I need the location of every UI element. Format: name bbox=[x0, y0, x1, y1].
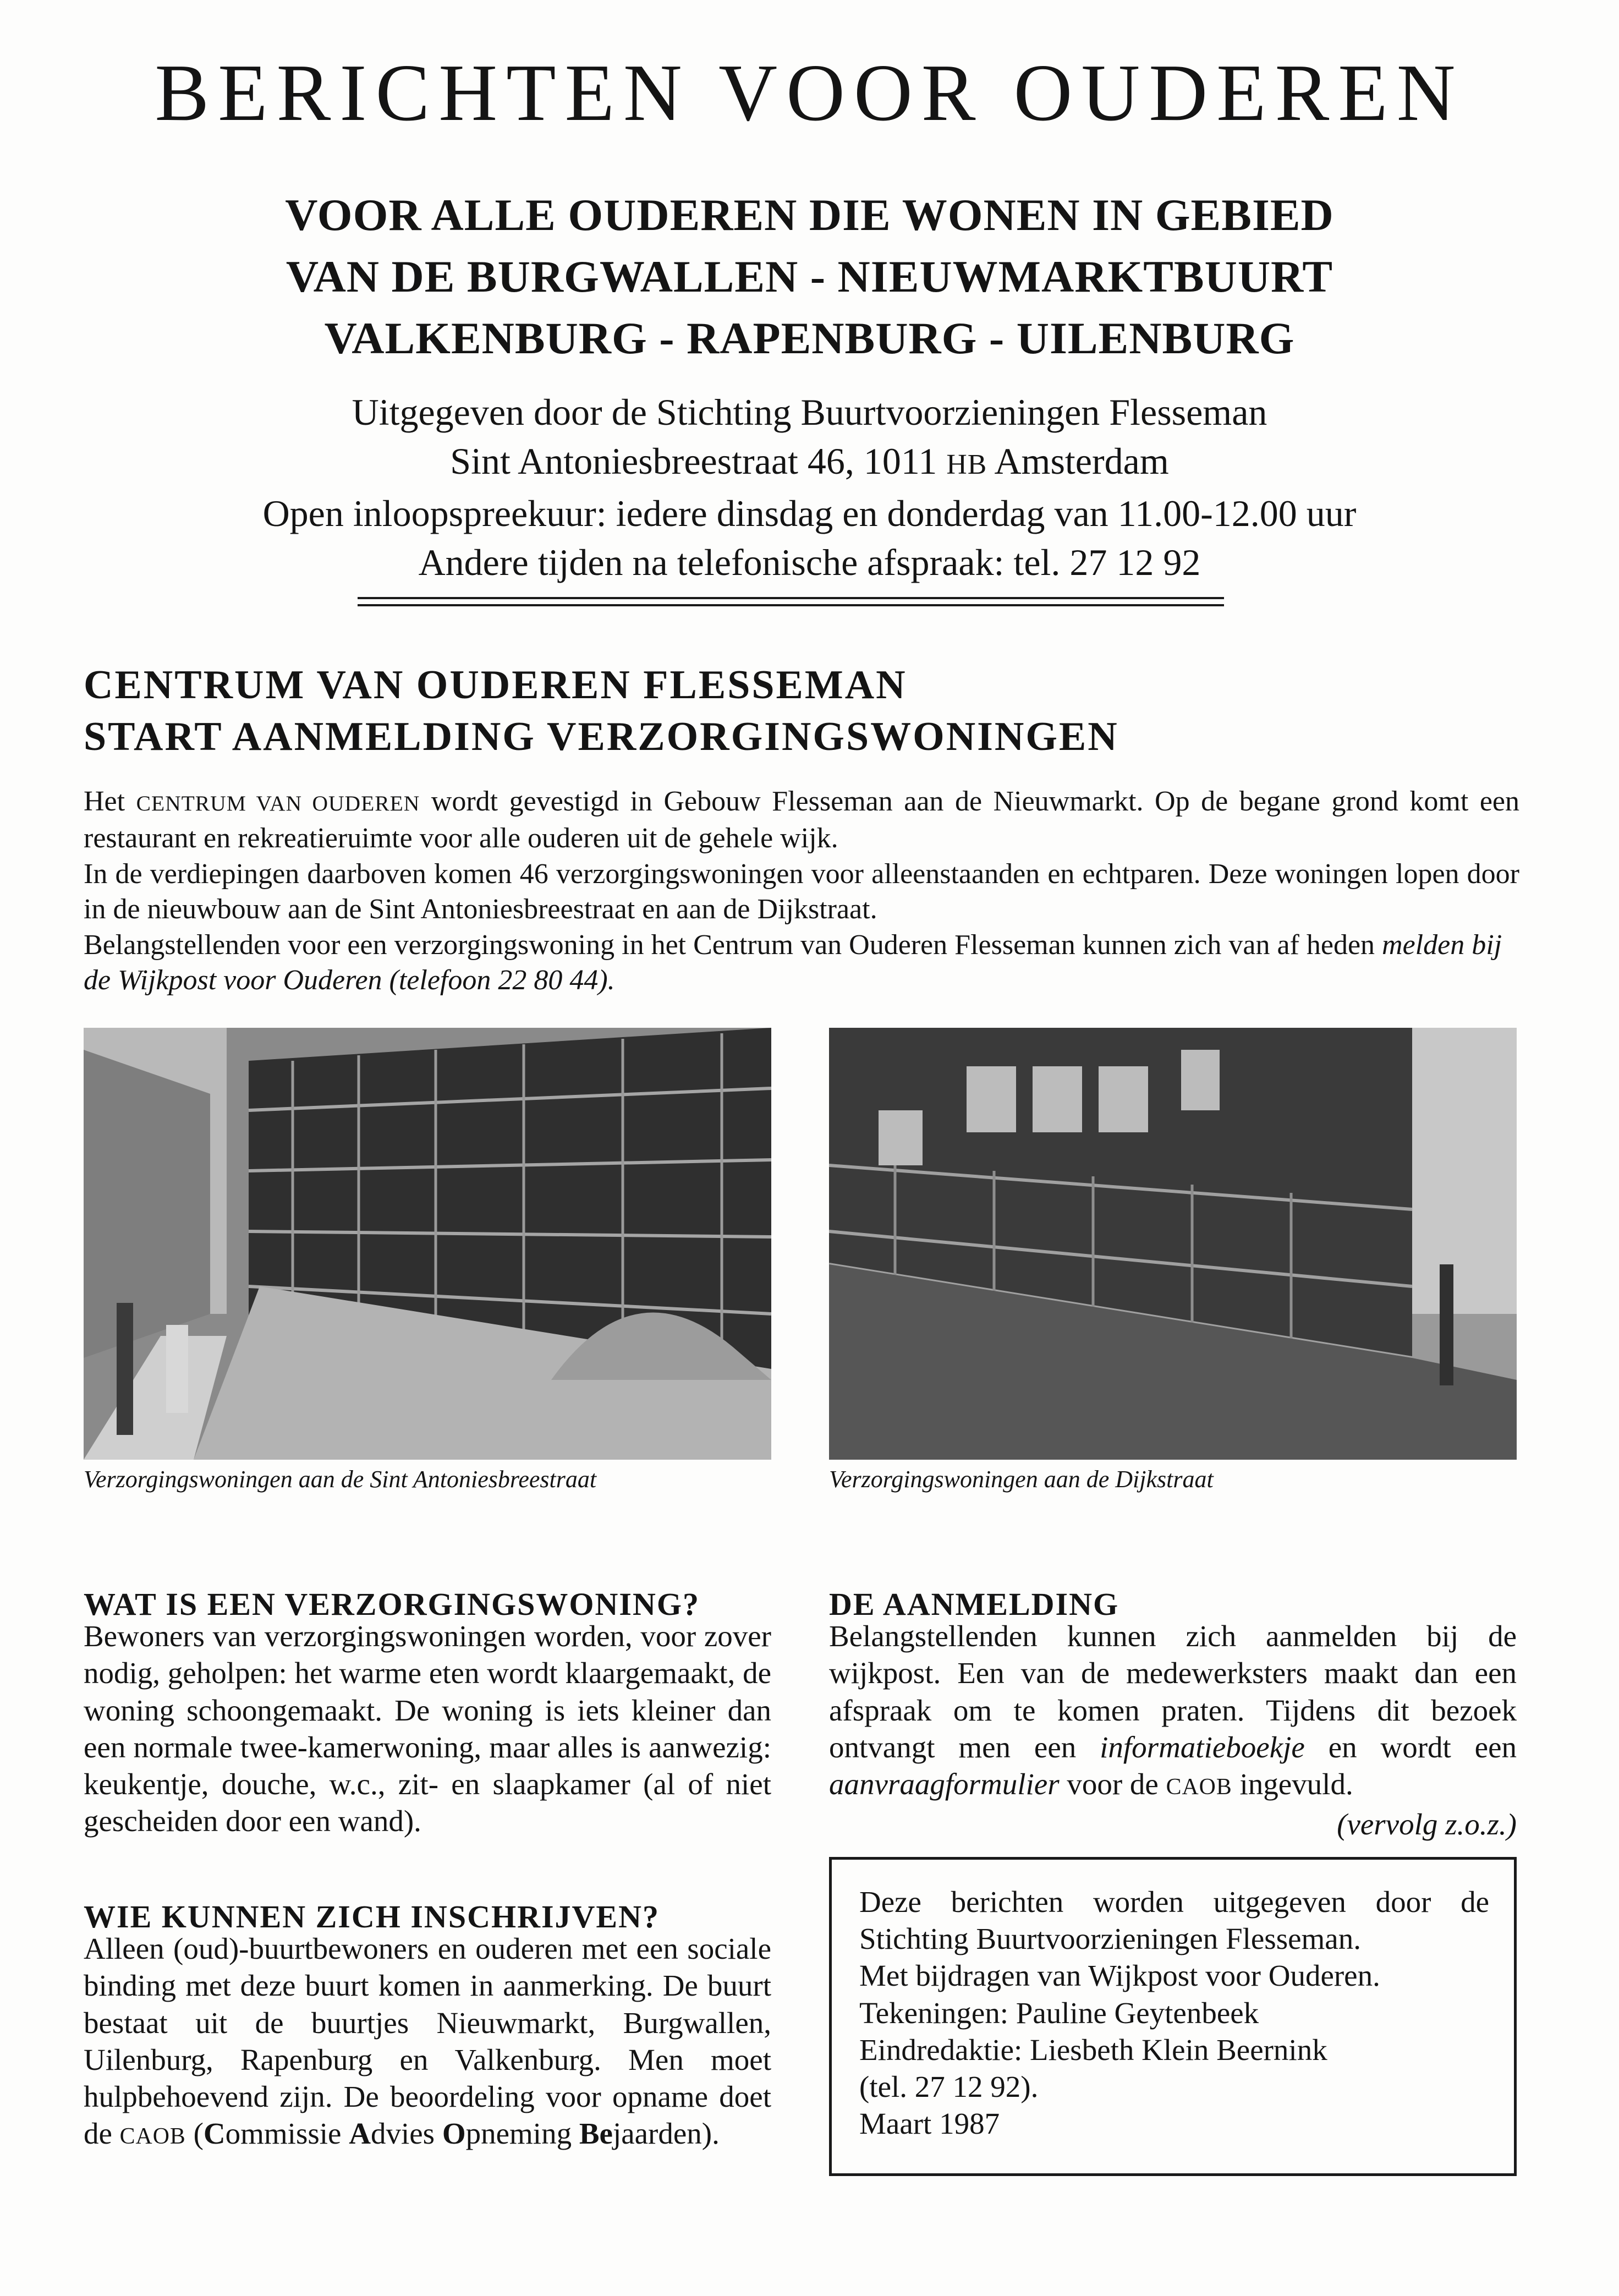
caob-abbrev: CAOB bbox=[119, 2124, 186, 2150]
photo-sint-antoniesbreestraat bbox=[84, 1028, 771, 1460]
photo-caption-right: Verzorgingswoningen aan de Dijkstraat bbox=[829, 1466, 1214, 1493]
who-text: pneming bbox=[465, 2117, 579, 2151]
who-text: Alleen (oud)-buurtbewoners en ouderen met een sociale binding met deze buurt komen in aanmerking. De buurt bestaat uit de buurtjes Nieuwmarkt, Burgwallen, Uilenburg, Rapenburg en Valkenburg. Men moet hulpbehoevend zijn. De beoordeling voor opname doet de bbox=[84, 1932, 771, 2151]
colophon-line-2: Stichting Buurtvoorzieningen Flesseman. bbox=[859, 1922, 1361, 1956]
heading-who-can-register: WIE KUNNEN ZICH INSCHRIJVEN? bbox=[84, 1899, 660, 1935]
appointment-info: Andere tijden na telefonische afspraak: tel. 27 12 92 bbox=[418, 541, 1201, 583]
registration-text: Belangstellenden kunnen zich aanmelden bij de wijkpost. Een van de medewerksters maakt dan een afspraak om te komen praten. Tijdens dit bezoek ontvangt men een bbox=[829, 1619, 1517, 1764]
who-text: ( bbox=[185, 2117, 204, 2151]
continued-note: (vervolg z.o.z.) bbox=[1337, 1807, 1517, 1842]
coverage-area bbox=[0, 184, 1619, 369]
headline-line-2: START AANMELDING VERZORGINGSWONINGEN bbox=[84, 714, 1119, 759]
registration-text: en wordt een bbox=[1304, 1730, 1517, 1764]
who-paragraph bbox=[84, 1930, 771, 2156]
colophon-date: Maart 1987 bbox=[859, 2107, 1000, 2141]
heading-what-is: WAT IS EEN VERZORGINGSWONING? bbox=[84, 1586, 700, 1622]
registration-paragraph bbox=[829, 1618, 1517, 1842]
photo-dijkstraat bbox=[829, 1028, 1517, 1460]
caob-initial-be: Be bbox=[579, 2117, 613, 2151]
registration-text: voor de bbox=[1059, 1767, 1166, 1801]
coverage-line-2: VAN DE BURGWALLEN - NIEUWMARKTBUURT bbox=[286, 251, 1333, 302]
registration-form: aanvraagformulier bbox=[829, 1767, 1060, 1801]
who-text: jaarden). bbox=[612, 2117, 720, 2151]
masthead-title: BERICHTEN VOOR OUDEREN bbox=[155, 48, 1464, 138]
who-text: dvies bbox=[370, 2117, 442, 2151]
intro-text: Belangstellenden voor een verzorgingswoning in het Centrum van Ouderen Flesseman kunnen zich van af heden bbox=[84, 929, 1382, 961]
photo-caption-left: Verzorgingswoningen aan de Sint Antoniesbreestraat bbox=[84, 1466, 597, 1493]
caob-initial-o: O bbox=[442, 2117, 466, 2151]
what-is-paragraph: Bewoners van verzorgingswoningen worden, voor zover nodig, geholpen: het warme eten wordt klaargemaakt, de woning schoongemaakt. De woning is iets kleiner dan een normale twee-kamerwoning, maar alles is aanwezig: keukentje, douche, w.c., zit- en slaapkamer (al of niet gescheiden door een wand). bbox=[84, 1619, 771, 1838]
publisher-info bbox=[0, 388, 1619, 587]
who-text: ommissie bbox=[225, 2117, 349, 2151]
caob-initial-c: C bbox=[203, 2117, 226, 2151]
intro-paragraph-2: In de verdiepingen daarboven komen 46 verzorgingswoningen voor alleenstaanden en echtparen. Deze woningen lopen door in de nieuwbouw aan de Sint Antoniesbreestraat en aan de Dijkstraat. bbox=[84, 858, 1519, 925]
divider-rule-bottom bbox=[358, 604, 1224, 606]
intro-text: wordt gevestigd in Gebouw Flesseman aan de Nieuwmarkt. Op de begane grond komt een restaurant en rekreatieruimte voor alle ouderen uit de gehele wijk. bbox=[84, 786, 1519, 854]
text-who-can-register bbox=[84, 1930, 771, 2156]
article-intro bbox=[84, 784, 1519, 998]
address-city: Amsterdam bbox=[987, 440, 1169, 482]
text-what-is bbox=[84, 1618, 771, 1840]
address-hb: HB bbox=[946, 449, 987, 480]
divider-rule-top bbox=[358, 597, 1224, 599]
colophon-line-5: Eindredaktie: Liesbeth Klein Beernink bbox=[859, 2032, 1327, 2067]
text-registration bbox=[829, 1618, 1517, 1843]
caob-initial-a: A bbox=[349, 2117, 371, 2151]
publisher-address bbox=[0, 437, 1619, 489]
heading-registration: DE AANMELDING bbox=[829, 1586, 1119, 1622]
publisher-line: Uitgegeven door de Stichting Buurtvoorzieningen Flesseman bbox=[352, 391, 1267, 433]
coverage-line-3: VALKENBURG - RAPENBURG - UILENBURG bbox=[324, 313, 1295, 363]
headline-line-1: CENTRUM VAN OUDEREN FLESSEMAN bbox=[84, 662, 907, 708]
address-street: Sint Antoniesbreestraat 46, 1011 bbox=[450, 440, 947, 482]
intro-smallcaps: CENTRUM VAN OUDEREN bbox=[136, 791, 420, 815]
colophon-line-3: Met bijdragen van Wijkpost voor Ouderen. bbox=[859, 1959, 1380, 1993]
colophon-box bbox=[829, 1857, 1517, 2176]
caob-abbrev: CAOB bbox=[1166, 1774, 1232, 1800]
intro-text: Het bbox=[84, 786, 136, 817]
colophon-line-6: (tel. 27 12 92). bbox=[859, 2070, 1039, 2104]
colophon-line-1: Deze berichten worden uitgegeven door de bbox=[859, 1885, 1489, 1919]
intro-paragraph-3 bbox=[84, 928, 1519, 999]
opening-hours: Open inloopspreekuur: iedere dinsdag en donderdag van 11.00-12.00 uur bbox=[262, 492, 1357, 534]
coverage-line-1: VOOR ALLE OUDEREN DIE WONEN IN GEBIED bbox=[285, 190, 1334, 240]
registration-text: ingevuld. bbox=[1232, 1767, 1353, 1801]
registration-booklet: informatieboekje bbox=[1100, 1730, 1305, 1764]
colophon-line-4: Tekeningen: Pauline Geytenbeek bbox=[859, 1996, 1259, 2030]
intro-paragraph-1 bbox=[84, 784, 1519, 857]
article-headline bbox=[84, 659, 1514, 763]
intro-italic: melden bij de Wijkpost voor Ouderen (telefoon 22 80 44). bbox=[84, 929, 1502, 996]
